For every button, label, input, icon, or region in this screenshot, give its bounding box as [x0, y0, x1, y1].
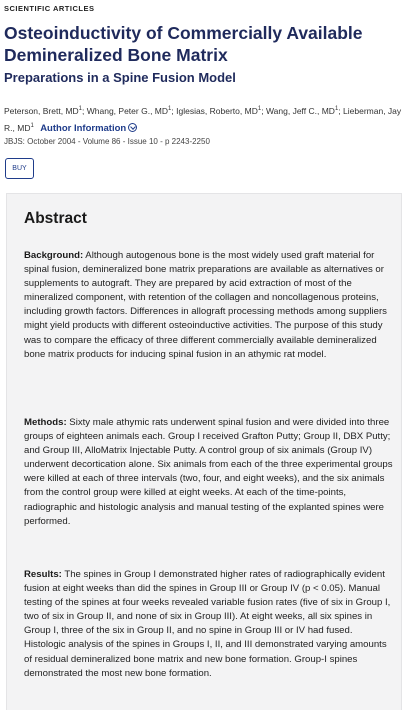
affiliation-mark: 1 [257, 106, 262, 112]
citation: JBJS: October 2004 - Volume 86 - Issue 10 - p 2243-2250 [4, 137, 210, 146]
results-text: The spines in Group I demonstrated higher rates of radiographically evident fusion at eight weeks than did the spines in Group III or Group IV (p < 0.05). Manual testing of the spines at four weeks revealed variable fusion rates (five of six in Group I, two of six in Group II, and none of six in Group III). At eight weeks, all six spines in Group I, three of the six in Group II, and no spine in Group III or IV had fused. Histologic analysis of the spines in Groups I, II, and III demonstrated varying amounts of residual demineralized bone matrix and new bone formation. Group-I spines demonstrated the most new bone formation. [24, 569, 391, 679]
author-name[interactable]: Peterson, Brett [4, 105, 61, 116]
author-name[interactable]: Iglesias, Roberto [176, 105, 240, 116]
affiliation-mark: 1 [334, 106, 339, 112]
author-degree: MD [244, 105, 258, 116]
author-name[interactable]: Lieberman, Jay R. [4, 105, 402, 133]
abstract-methods [24, 416, 396, 529]
results-label: Results: [24, 569, 62, 580]
abstract-heading: Abstract [24, 210, 87, 227]
abstract-section [6, 193, 402, 710]
author-information-toggle[interactable] [40, 123, 137, 134]
section-label: SCIENTIFIC ARTICLES [4, 4, 95, 13]
abstract-background [24, 249, 396, 362]
methods-label: Methods: [24, 417, 67, 428]
background-text: Although autogenous bone is the most widely used graft material for spinal fusion, demineralized bone matrix preparations are available as alternatives or supplements to autograft. They are prepared by acid extraction of most of the mineralized component, with retention of the collagen and noncollagenous proteins, including growth factors. Differences in allograft processing methods among suppliers might yield products with different osteoinductive activities. The purpose of this study was to compare the efficacy of three different commercially available demineralized bone matrix products for inducing spinal fusion in an athymic rat model. [24, 250, 387, 360]
background-label: Background: [24, 250, 84, 261]
abstract-results [24, 568, 396, 681]
buy-button[interactable]: BUY [5, 158, 34, 179]
author-degree: MD [17, 122, 31, 133]
author-degree: MD [321, 105, 335, 116]
affiliation-mark: 1 [30, 122, 34, 129]
author-list: Peterson, Brett, $MD^1$; Whang, Peter G., $MD^1$; Iglesias, Roberto, $MD^1$; Wang, Jeff C., $MD^1$; Lieberman, Jay R., $MD^1$ Author Information [4, 105, 402, 134]
article-title: Osteoinductivity of Commercially Available Demineralized Bone Matrix [4, 23, 363, 65]
author-degree: MD [154, 105, 169, 116]
author-degree: MD [65, 105, 79, 116]
author-information-label: Author Information [40, 122, 127, 134]
author-name[interactable]: Whang, Peter G. [86, 105, 151, 116]
affiliation-mark: 1 [78, 106, 83, 112]
affiliation-mark: 1 [168, 106, 172, 112]
article-subtitle: Preparations in a Spine Fusion Model [4, 70, 236, 85]
chevron-down-icon [128, 123, 137, 132]
author-name[interactable]: Wang, Jeff C. [265, 105, 317, 116]
methods-text: Sixty male athymic rats underwent spinal fusion and were divided into three groups of eighteen animals each. Group I received Grafton Putty; Group II, DBX Putty; and Group III, AlloMatrix Injectable Putty. A control group of six animals (Group IV) underwent decortication alone. Six animals from each of the three experimental groups were killed at each of three intervals (two, four, and eight weeks), and the six animals from the control group were killed at eight weeks. At each of the time-points, radiographic and histologic analysis and manual testing of the explanted spines were performed. [24, 417, 393, 527]
